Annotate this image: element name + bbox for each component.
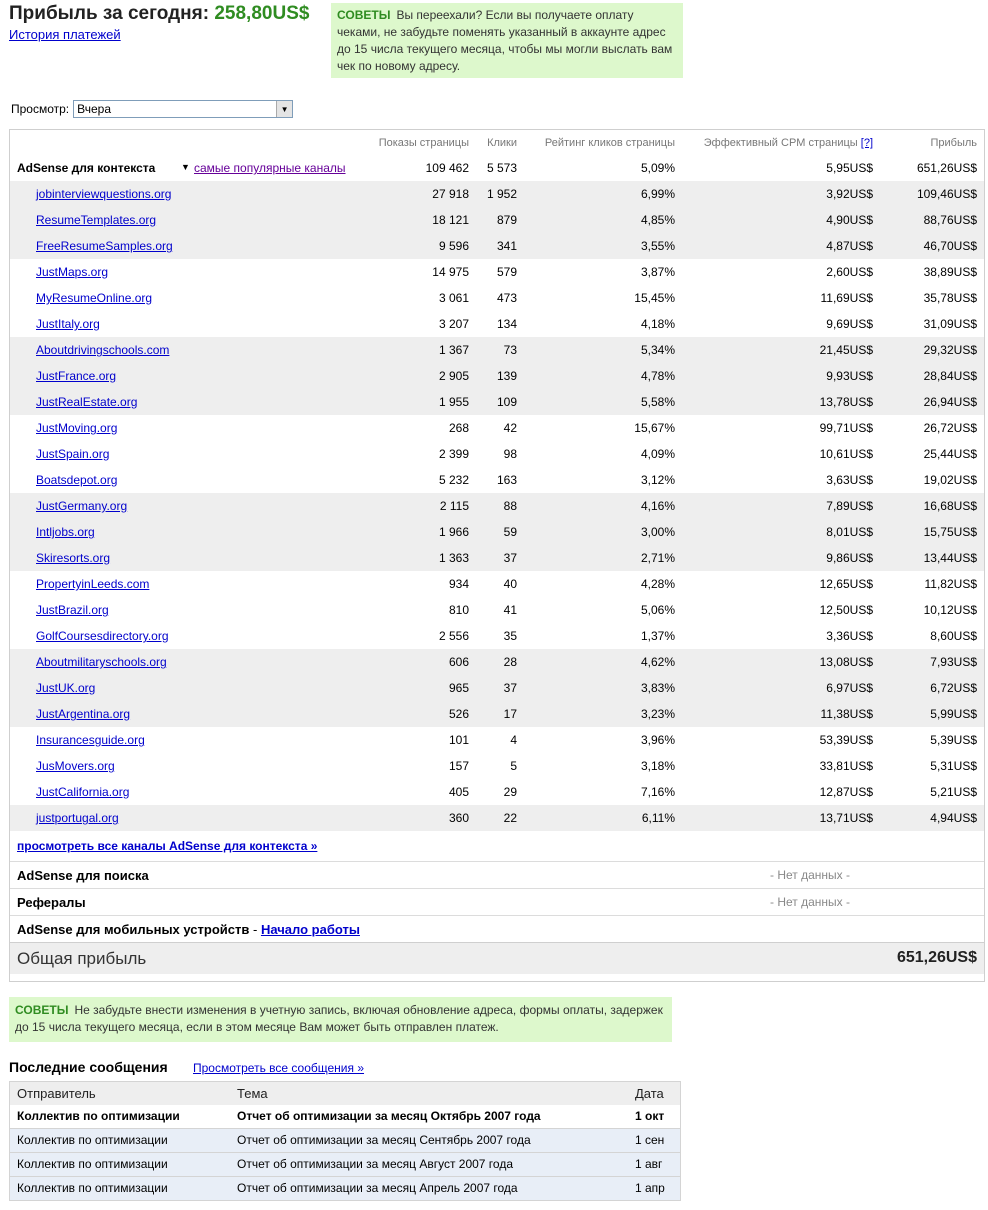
channel-clicks: 22 bbox=[503, 811, 517, 825]
content-summary-row bbox=[10, 155, 984, 181]
channel-ctr: 3,87% bbox=[640, 265, 675, 279]
channel-cpm: 4,87US$ bbox=[826, 239, 873, 253]
referrals-no-data: - Нет данных - bbox=[770, 895, 850, 909]
message-date: 1 авг bbox=[635, 1157, 663, 1171]
channel-clicks: 134 bbox=[496, 317, 517, 331]
channel-clicks: 109 bbox=[496, 395, 517, 409]
col-clicks: Клики bbox=[487, 137, 517, 149]
channel-earnings: 28,84US$ bbox=[923, 369, 977, 383]
channel-cpm: 99,71US$ bbox=[819, 421, 873, 435]
referrals-name: Рефералы bbox=[17, 895, 86, 910]
channel-row bbox=[10, 623, 984, 649]
channel-earnings: 6,72US$ bbox=[930, 681, 977, 695]
channel-row bbox=[10, 519, 984, 545]
channel-clicks: 29 bbox=[503, 785, 517, 799]
column-headers bbox=[10, 130, 984, 155]
message-list bbox=[10, 1105, 680, 1200]
channel-cpm: 10,61US$ bbox=[819, 447, 873, 461]
channel-name-link[interactable]: JustCalifornia.org bbox=[36, 785, 130, 799]
channel-earnings: 46,70US$ bbox=[923, 239, 977, 253]
channel-impressions: 2 115 bbox=[439, 499, 469, 513]
message-row[interactable] bbox=[10, 1152, 680, 1176]
message-row[interactable] bbox=[10, 1176, 680, 1200]
view-all-messages-link[interactable]: Просмотреть все сообщения » bbox=[193, 1061, 365, 1075]
channel-earnings: 25,44US$ bbox=[923, 447, 977, 461]
channel-earnings: 11,82US$ bbox=[924, 577, 977, 591]
channel-name-link[interactable]: JusMovers.org bbox=[36, 759, 115, 773]
channel-ctr: 4,16% bbox=[640, 499, 675, 513]
channel-cpm: 12,65US$ bbox=[819, 577, 873, 591]
channel-impressions: 810 bbox=[448, 603, 469, 617]
channel-name-link[interactable]: MyResumeOnline.org bbox=[36, 291, 153, 305]
channel-earnings: 5,39US$ bbox=[930, 733, 977, 747]
channel-earnings: 31,09US$ bbox=[923, 317, 977, 331]
channel-cpm: 13,08US$ bbox=[819, 655, 873, 669]
channel-row bbox=[10, 285, 984, 311]
channel-impressions: 18 121 bbox=[432, 213, 469, 227]
content-ctr: 5,09% bbox=[640, 161, 675, 175]
channel-impressions: 5 232 bbox=[438, 473, 469, 487]
recent-messages-title: Последние сообщения bbox=[9, 1059, 168, 1075]
channel-clicks: 88 bbox=[503, 499, 517, 513]
channel-cpm: 12,87US$ bbox=[819, 785, 873, 799]
channel-ctr: 4,09% bbox=[640, 447, 675, 461]
channel-name-link[interactable]: jobinterviewquestions.org bbox=[36, 187, 172, 201]
channel-impressions: 1 363 bbox=[438, 551, 469, 565]
channel-impressions: 3 207 bbox=[438, 317, 469, 331]
channel-name-link[interactable]: Insurancesguide.org bbox=[36, 733, 145, 747]
search-no-data: - Нет данных - bbox=[770, 868, 850, 882]
search-product-name: AdSense для поиска bbox=[17, 868, 149, 883]
channel-earnings: 26,94US$ bbox=[923, 395, 977, 409]
channel-ctr: 6,99% bbox=[640, 187, 675, 201]
channel-name-link[interactable]: JustMaps.org bbox=[36, 265, 109, 279]
today-earnings: 258,80US$ bbox=[214, 3, 310, 24]
channel-row bbox=[10, 233, 984, 259]
all-channels-row bbox=[10, 831, 984, 861]
channel-clicks: 879 bbox=[496, 213, 517, 227]
channel-clicks: 42 bbox=[503, 421, 517, 435]
channel-row bbox=[10, 337, 984, 363]
channel-name-link[interactable]: JustItaly.org bbox=[36, 317, 100, 331]
content-clicks: 5 573 bbox=[486, 161, 517, 175]
channel-row bbox=[10, 779, 984, 805]
channel-ctr: 6,11% bbox=[641, 811, 675, 825]
channel-row bbox=[10, 467, 984, 493]
total-earnings-row bbox=[10, 942, 984, 974]
channel-clicks: 41 bbox=[503, 603, 517, 617]
tips-box-bottom bbox=[9, 997, 672, 1042]
channel-ctr: 3,12% bbox=[640, 473, 675, 487]
channel-cpm: 3,63US$ bbox=[826, 473, 873, 487]
channel-impressions: 14 975 bbox=[432, 265, 469, 279]
channel-impressions: 1 966 bbox=[438, 525, 469, 539]
channel-name-link[interactable]: JustMoving.org bbox=[36, 421, 118, 435]
tips-bottom-text: Не забудьте внести изменения в учетную запись, включая обновление адреса, формы оплаты, задержек до 15 числа текущего месяца, если в этом месяце Вам может быть отправлен платеж. bbox=[15, 1003, 663, 1034]
payment-history-link[interactable]: История платежей bbox=[9, 27, 121, 42]
channel-row bbox=[10, 701, 984, 727]
channel-clicks: 73 bbox=[503, 343, 517, 357]
channel-ctr: 4,28% bbox=[640, 577, 675, 591]
message-sender: Коллектив по оптимизации bbox=[17, 1133, 168, 1147]
channel-impressions: 101 bbox=[448, 733, 469, 747]
message-subject: Отчет об оптимизации за месяц Сентябрь 2007 года bbox=[237, 1133, 531, 1147]
channel-cpm: 13,78US$ bbox=[819, 395, 873, 409]
channel-earnings: 38,89US$ bbox=[923, 265, 977, 279]
channel-cpm: 6,97US$ bbox=[826, 681, 873, 695]
mobile-separator: - bbox=[249, 922, 261, 937]
channel-cpm: 9,69US$ bbox=[826, 317, 873, 331]
channel-ctr: 2,71% bbox=[640, 551, 675, 565]
channel-name-link[interactable]: PropertyinLeeds.com bbox=[36, 577, 150, 591]
view-selector-row bbox=[11, 100, 293, 118]
search-section bbox=[10, 861, 984, 888]
channel-row bbox=[10, 415, 984, 441]
content-cpm: 5,95US$ bbox=[826, 161, 873, 175]
channel-ctr: 3,83% bbox=[640, 681, 675, 695]
message-date: 1 апр bbox=[635, 1181, 665, 1195]
channel-clicks: 40 bbox=[503, 577, 517, 591]
tips-box-top bbox=[331, 3, 683, 78]
channel-impressions: 2 556 bbox=[438, 629, 469, 643]
channel-row bbox=[10, 805, 984, 831]
channel-impressions: 405 bbox=[448, 785, 469, 799]
channel-name-link[interactable]: JustSpain.org bbox=[36, 447, 110, 461]
channel-cpm: 21,45US$ bbox=[819, 343, 873, 357]
messages-table bbox=[9, 1081, 681, 1201]
channel-clicks: 17 bbox=[503, 707, 517, 721]
channel-row bbox=[10, 597, 984, 623]
channel-ctr: 3,96% bbox=[640, 733, 675, 747]
channel-clicks: 5 bbox=[510, 759, 517, 773]
channel-ctr: 5,34% bbox=[640, 343, 675, 357]
channel-cpm: 2,60US$ bbox=[826, 265, 873, 279]
channel-name-link[interactable]: Aboutmilitaryschools.org bbox=[36, 655, 167, 669]
channel-earnings: 13,44US$ bbox=[923, 551, 977, 565]
tips-label: СОВЕТЫ bbox=[337, 8, 391, 22]
channel-name-link[interactable]: JustRealEstate.org bbox=[36, 395, 138, 409]
content-product-name: AdSense для контекста bbox=[17, 161, 156, 175]
channel-name-link[interactable]: justportugal.org bbox=[36, 811, 119, 825]
channel-earnings: 5,21US$ bbox=[930, 785, 977, 799]
channel-impressions: 1 955 bbox=[438, 395, 469, 409]
channel-ctr: 15,67% bbox=[634, 421, 675, 435]
channel-row bbox=[10, 441, 984, 467]
channel-ctr: 5,06% bbox=[640, 603, 675, 617]
channel-name-link[interactable]: Skiresorts.org bbox=[36, 551, 111, 565]
channel-row bbox=[10, 727, 984, 753]
channel-cpm: 9,93US$ bbox=[826, 369, 873, 383]
channel-cpm: 3,92US$ bbox=[826, 187, 873, 201]
channel-impressions: 1 367 bbox=[438, 343, 469, 357]
channel-name-link[interactable]: ResumeTemplates.org bbox=[36, 213, 157, 227]
channel-ctr: 4,85% bbox=[640, 213, 675, 227]
message-subject: Отчет об оптимизации за месяц Август 2007 года bbox=[237, 1157, 513, 1171]
channel-row bbox=[10, 545, 984, 571]
channel-clicks: 1 952 bbox=[486, 187, 517, 201]
channel-clicks: 579 bbox=[496, 265, 517, 279]
channel-name-link[interactable]: FreeResumeSamples.org bbox=[36, 239, 173, 253]
channel-cpm: 33,81US$ bbox=[819, 759, 873, 773]
channel-impressions: 965 bbox=[448, 681, 469, 695]
message-sender: Коллектив по оптимизации bbox=[17, 1157, 168, 1171]
channel-ctr: 4,18% bbox=[640, 317, 675, 331]
channel-clicks: 35 bbox=[503, 629, 517, 643]
channel-row bbox=[10, 753, 984, 779]
message-row[interactable] bbox=[10, 1105, 680, 1128]
channel-ctr: 3,55% bbox=[640, 239, 675, 253]
channel-name-link[interactable]: JustBrazil.org bbox=[36, 603, 109, 617]
content-impressions: 109 462 bbox=[425, 161, 469, 175]
channel-ctr: 4,78% bbox=[640, 369, 675, 383]
channel-ctr: 7,16% bbox=[640, 785, 675, 799]
col-earnings: Прибыль bbox=[930, 137, 977, 149]
channel-earnings: 8,60US$ bbox=[930, 629, 977, 643]
channel-cpm: 12,50US$ bbox=[819, 603, 873, 617]
channel-clicks: 341 bbox=[496, 239, 517, 253]
message-subject: Отчет об оптимизации за месяц Октябрь 2007 года bbox=[237, 1109, 541, 1123]
mobile-line bbox=[17, 922, 360, 937]
tips-bottom-label: СОВЕТЫ bbox=[15, 1003, 69, 1017]
channel-row bbox=[10, 649, 984, 675]
channel-cpm: 4,90US$ bbox=[826, 213, 873, 227]
earnings-report-table bbox=[9, 129, 985, 982]
message-sender: Коллектив по оптимизации bbox=[17, 1181, 168, 1195]
title-label: Прибыль за сегодня: bbox=[9, 3, 210, 24]
channel-cpm: 53,39US$ bbox=[819, 733, 873, 747]
message-date: 1 окт bbox=[635, 1109, 665, 1123]
channel-row bbox=[10, 259, 984, 285]
channel-clicks: 4 bbox=[510, 733, 517, 747]
channel-clicks: 59 bbox=[503, 525, 517, 539]
channel-cpm: 7,89US$ bbox=[826, 499, 873, 513]
dropdown-arrow-icon[interactable]: ▼ bbox=[276, 101, 292, 117]
channel-impressions: 9 596 bbox=[438, 239, 469, 253]
channel-cpm: 11,38US$ bbox=[820, 707, 873, 721]
view-selected-value: Вчера bbox=[77, 102, 112, 116]
channel-name-link[interactable]: GolfCoursesdirectory.org bbox=[36, 629, 169, 643]
channel-clicks: 139 bbox=[496, 369, 517, 383]
channel-earnings: 7,93US$ bbox=[930, 655, 977, 669]
channel-ctr: 5,58% bbox=[640, 395, 675, 409]
channel-name-link[interactable]: Aboutdrivingschools.com bbox=[36, 343, 170, 357]
channel-earnings: 26,72US$ bbox=[923, 421, 977, 435]
channel-row bbox=[10, 675, 984, 701]
col-cpm bbox=[704, 137, 873, 149]
channel-cpm: 9,86US$ bbox=[826, 551, 873, 565]
message-date: 1 сен bbox=[635, 1133, 665, 1147]
channel-earnings: 19,02US$ bbox=[923, 473, 977, 487]
channel-clicks: 163 bbox=[496, 473, 517, 487]
header-subject: Тема bbox=[237, 1086, 268, 1101]
channel-earnings: 16,68US$ bbox=[923, 499, 977, 513]
mobile-get-started-link[interactable]: Начало работы bbox=[260, 922, 360, 937]
channel-row bbox=[10, 389, 984, 415]
channel-earnings: 35,78US$ bbox=[923, 291, 977, 305]
message-row[interactable] bbox=[10, 1128, 680, 1152]
channel-ctr: 3,00% bbox=[640, 525, 675, 539]
channel-row bbox=[10, 493, 984, 519]
channel-impressions: 934 bbox=[448, 577, 469, 591]
channel-earnings: 29,32US$ bbox=[923, 343, 977, 357]
mobile-name: AdSense для мобильных устройств bbox=[17, 922, 250, 937]
channel-impressions: 157 bbox=[448, 759, 469, 773]
col-impressions: Показы страницы bbox=[378, 137, 469, 149]
triangle-down-icon[interactable]: ▼ bbox=[181, 162, 190, 172]
channel-earnings: 15,75US$ bbox=[923, 525, 977, 539]
col-cpm-label: Эффективный CPM страницы bbox=[703, 137, 858, 149]
channel-impressions: 2 905 bbox=[438, 369, 469, 383]
header-sender: Отправитель bbox=[17, 1086, 96, 1101]
channel-earnings: 88,76US$ bbox=[923, 213, 977, 227]
channel-earnings: 5,31US$ bbox=[930, 759, 977, 773]
channel-earnings: 5,99US$ bbox=[930, 707, 977, 721]
messages-header-row bbox=[10, 1082, 680, 1105]
channel-earnings: 4,94US$ bbox=[930, 811, 977, 825]
channel-impressions: 606 bbox=[448, 655, 469, 669]
mobile-section bbox=[10, 915, 984, 942]
channel-earnings: 10,12US$ bbox=[923, 603, 977, 617]
channel-name-link[interactable]: Intljobs.org bbox=[36, 525, 95, 539]
channel-name-link[interactable]: JustArgentina.org bbox=[36, 707, 131, 721]
channel-row bbox=[10, 571, 984, 597]
channel-impressions: 2 399 bbox=[438, 447, 469, 461]
total-label: Общая прибыль bbox=[17, 949, 147, 968]
referrals-section bbox=[10, 888, 984, 915]
channel-cpm: 11,69US$ bbox=[820, 291, 873, 305]
channel-ctr: 3,18% bbox=[640, 759, 675, 773]
channel-clicks: 98 bbox=[503, 447, 517, 461]
view-select[interactable] bbox=[73, 100, 293, 118]
channel-name-link[interactable]: JustGermany.org bbox=[36, 499, 128, 513]
message-subject: Отчет об оптимизации за месяц Апрель 2007 года bbox=[237, 1181, 518, 1195]
channel-name-link[interactable]: JustFrance.org bbox=[36, 369, 117, 383]
channel-clicks: 473 bbox=[496, 291, 517, 305]
channel-cpm: 3,36US$ bbox=[826, 629, 873, 643]
channel-ctr: 1,37% bbox=[640, 629, 675, 643]
channel-earnings: 109,46US$ bbox=[916, 187, 977, 201]
view-all-content-channels-link[interactable]: просмотреть все каналы AdSense для контекста » bbox=[17, 839, 318, 853]
channel-row bbox=[10, 207, 984, 233]
channel-list bbox=[10, 181, 984, 831]
channel-cpm: 8,01US$ bbox=[826, 525, 873, 539]
content-earnings: 651,26US$ bbox=[916, 161, 977, 175]
channel-name-link[interactable]: JustUK.org bbox=[36, 681, 96, 695]
channel-clicks: 37 bbox=[503, 681, 517, 695]
popular-channels-link[interactable]: самые популярные каналы bbox=[194, 161, 346, 175]
total-value: 651,26US$ bbox=[896, 949, 977, 966]
channel-row bbox=[10, 181, 984, 207]
view-label: Просмотр: bbox=[11, 102, 70, 116]
channel-impressions: 360 bbox=[448, 811, 469, 825]
channel-impressions: 526 bbox=[448, 707, 469, 721]
channel-impressions: 268 bbox=[448, 421, 469, 435]
cpm-help-link[interactable]: [?] bbox=[860, 137, 873, 149]
channel-ctr: 4,62% bbox=[640, 655, 675, 669]
message-sender: Коллектив по оптимизации bbox=[17, 1109, 180, 1123]
channel-ctr: 15,45% bbox=[634, 291, 675, 305]
channel-ctr: 3,23% bbox=[640, 707, 675, 721]
col-ctr: Рейтинг кликов страницы bbox=[544, 137, 675, 149]
channel-clicks: 37 bbox=[503, 551, 517, 565]
channel-row bbox=[10, 363, 984, 389]
channel-impressions: 27 918 bbox=[432, 187, 469, 201]
channel-clicks: 28 bbox=[503, 655, 517, 669]
tips-text: Вы переехали? Если вы получаете оплату чеками, не забудьте поменять указанный в аккаунте адрес до 15 числа текущего месяца, чтобы мы могли выслать вам чек по новому адресу. bbox=[337, 8, 673, 73]
channel-cpm: 13,71US$ bbox=[819, 811, 873, 825]
channel-impressions: 3 061 bbox=[438, 291, 469, 305]
header-date: Дата bbox=[635, 1086, 664, 1101]
page-title bbox=[9, 3, 309, 25]
channel-row bbox=[10, 311, 984, 337]
channel-name-link[interactable]: Boatsdepot.org bbox=[36, 473, 118, 487]
